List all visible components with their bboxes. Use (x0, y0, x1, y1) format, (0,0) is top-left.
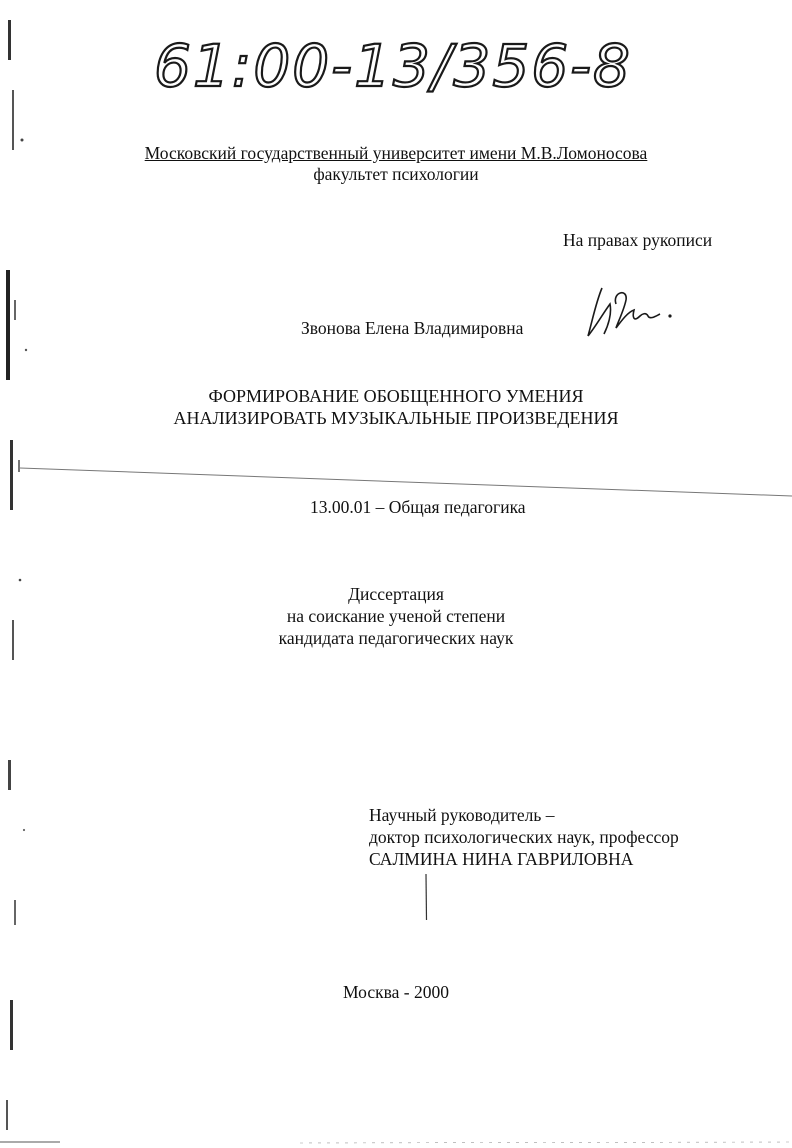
faculty-name: факультет психологии (313, 164, 479, 184)
degree-line-3: кандидата педагогических наук (278, 628, 514, 648)
university-name: Московский государственный университет имени М.В.Ломоносова (144, 143, 648, 163)
handwritten-catalog-number (148, 8, 668, 108)
degree-line-1: Диссертация (348, 584, 444, 604)
author-signature (582, 282, 682, 344)
manuscript-rights: На правах рукописи (563, 230, 713, 250)
supervisor-name: САЛМИНА НИНА ГАВРИЛОВНА (369, 849, 634, 869)
specialty-code: 13.00.01 – Общая педагогика (310, 497, 526, 517)
supervisor-label: Научный руководитель – (369, 805, 555, 825)
pen-mark (424, 874, 428, 920)
supervisor-title: доктор психологических наук, профессор (369, 827, 679, 847)
title-line-1: ФОРМИРОВАНИЕ ОБОБЩЕННОГО УМЕНИЯ (208, 386, 584, 406)
city-year: Москва - 2000 (343, 982, 449, 1002)
scan-fold-line (20, 466, 792, 500)
author-name: Звонова Елена Владимировна (301, 318, 524, 338)
degree-line-2: на соискание ученой степени (286, 606, 506, 626)
scan-bottom-edge (0, 1138, 792, 1146)
title-line-2: АНАЛИЗИРОВАТЬ МУЗЫКАЛЬНЫЕ ПРОИЗВЕДЕНИЯ (173, 408, 619, 428)
handwritten-code-text: 61:00-13/356-8 (154, 32, 632, 100)
